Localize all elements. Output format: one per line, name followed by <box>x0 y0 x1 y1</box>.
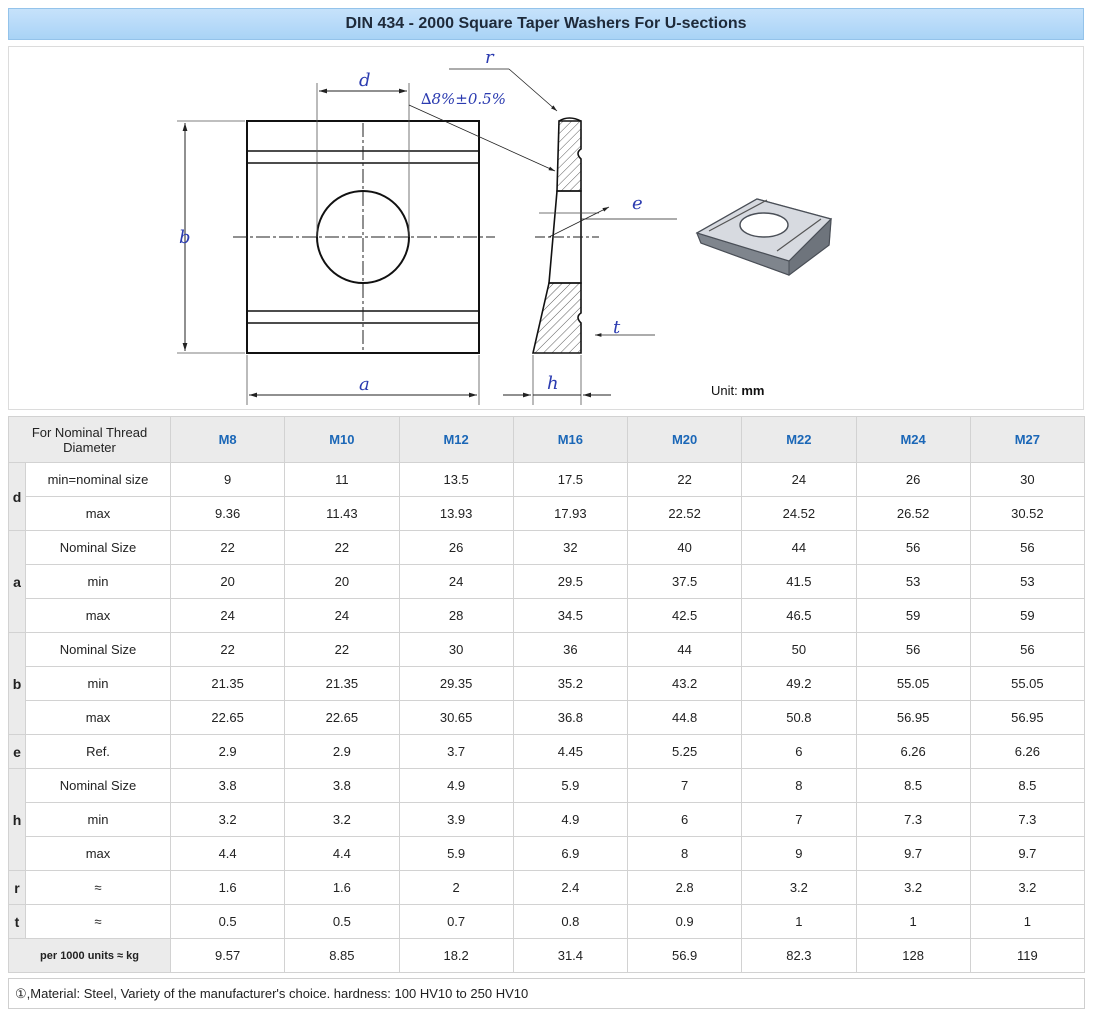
table-cell: 28 <box>399 599 513 633</box>
table-cell: 11.43 <box>285 497 399 531</box>
table-cell: 6.26 <box>970 735 1084 769</box>
table-row <box>9 497 1085 531</box>
table-cell: 29.5 <box>513 565 627 599</box>
weight-label: per 1000 units ≈ kg <box>9 939 171 973</box>
table-cell: 44 <box>628 633 742 667</box>
table-row <box>9 871 1085 905</box>
table-cell: 7.3 <box>856 803 970 837</box>
row-label: Nominal Size <box>26 769 171 803</box>
table-cell: 3.2 <box>171 803 285 837</box>
table-cell: 4.45 <box>513 735 627 769</box>
table-cell: 29.35 <box>399 667 513 701</box>
table-cell: 24 <box>399 565 513 599</box>
row-label: Nominal Size <box>26 531 171 565</box>
table-cell: 4.4 <box>171 837 285 871</box>
table-cell: 18.2 <box>399 939 513 973</box>
table-row <box>9 701 1085 735</box>
table-cell: 8.85 <box>285 939 399 973</box>
table-cell: 0.7 <box>399 905 513 939</box>
table-cell: 8 <box>628 837 742 871</box>
table-row <box>9 531 1085 565</box>
label-a: a <box>359 374 370 395</box>
table-cell: 1 <box>742 905 856 939</box>
table-cell: 13.93 <box>399 497 513 531</box>
row-label: max <box>26 599 171 633</box>
table-row <box>9 837 1085 871</box>
table-cell: 6 <box>742 735 856 769</box>
table-cell: 46.5 <box>742 599 856 633</box>
table-cell: 42.5 <box>628 599 742 633</box>
row-label: min <box>26 667 171 701</box>
unit-value: mm <box>741 383 765 398</box>
row-label: max <box>26 701 171 735</box>
table-cell: 3.8 <box>285 769 399 803</box>
table-cell: 55.05 <box>856 667 970 701</box>
table-cell: 7.3 <box>970 803 1084 837</box>
table-cell: 0.9 <box>628 905 742 939</box>
table-cell: 3.2 <box>856 871 970 905</box>
table-cell: 30.52 <box>970 497 1084 531</box>
table-cell: 21.35 <box>285 667 399 701</box>
table-cell: 32 <box>513 531 627 565</box>
table-cell: 26.52 <box>856 497 970 531</box>
table-cell: 24.52 <box>742 497 856 531</box>
material-note: ①,Material: Steel, Variety of the manufacturer's choice. hardness: 100 HV10 to 250 HV10 <box>8 978 1085 1009</box>
table-row <box>9 735 1085 769</box>
table-cell: 3.2 <box>285 803 399 837</box>
table-cell: 56 <box>856 531 970 565</box>
table-cell: 24 <box>285 599 399 633</box>
header-row <box>9 417 1085 463</box>
table-cell: 9 <box>171 463 285 497</box>
dimension-label-e: e <box>9 735 26 769</box>
table-cell: 9.7 <box>856 837 970 871</box>
label-r: r <box>485 47 494 68</box>
table-cell: 59 <box>970 599 1084 633</box>
dimension-label-r: r <box>9 871 26 905</box>
table-cell: 34.5 <box>513 599 627 633</box>
table-cell: 22.65 <box>171 701 285 735</box>
washer-3d-illustration <box>697 199 831 275</box>
table-cell: 22 <box>171 633 285 667</box>
table-cell: 8.5 <box>856 769 970 803</box>
table-cell: 24 <box>742 463 856 497</box>
table-cell: 7 <box>628 769 742 803</box>
table-cell: 22 <box>285 531 399 565</box>
table-cell: 3.2 <box>970 871 1084 905</box>
table-cell: 56.9 <box>628 939 742 973</box>
table-cell: 55.05 <box>970 667 1084 701</box>
label-b: b <box>179 227 191 248</box>
table-cell: 56 <box>970 531 1084 565</box>
table-cell: 3.9 <box>399 803 513 837</box>
table-cell: 17.5 <box>513 463 627 497</box>
table-cell: 3.2 <box>742 871 856 905</box>
table-row <box>9 463 1085 497</box>
table-cell: 53 <box>970 565 1084 599</box>
table-cell: 36.8 <box>513 701 627 735</box>
table-cell: 4.4 <box>285 837 399 871</box>
table-cell: 56.95 <box>856 701 970 735</box>
table-cell: 2.9 <box>171 735 285 769</box>
table-cell: 35.2 <box>513 667 627 701</box>
table-cell: 40 <box>628 531 742 565</box>
table-cell: 5.25 <box>628 735 742 769</box>
weight-row <box>9 939 1085 973</box>
table-cell: 2.8 <box>628 871 742 905</box>
table-cell: 82.3 <box>742 939 856 973</box>
table-cell: 56 <box>970 633 1084 667</box>
table-cell: 0.5 <box>171 905 285 939</box>
table-row <box>9 803 1085 837</box>
table-cell: 11 <box>285 463 399 497</box>
table-cell: 59 <box>856 599 970 633</box>
table-cell: 8.5 <box>970 769 1084 803</box>
table-cell: 9.36 <box>171 497 285 531</box>
table-cell: 49.2 <box>742 667 856 701</box>
table-cell: 2 <box>399 871 513 905</box>
page-title: DIN 434 - 2000 Square Taper Washers For U-sections <box>8 8 1084 40</box>
row-label: Ref. <box>26 735 171 769</box>
technical-drawing <box>8 46 1084 410</box>
dimension-label-d: d <box>9 463 26 531</box>
washer-drawing-svg <box>9 47 1085 411</box>
table-cell: 0.5 <box>285 905 399 939</box>
row-label: Nominal Size <box>26 633 171 667</box>
dimension-label-a: a <box>9 531 26 633</box>
table-cell: 0.8 <box>513 905 627 939</box>
size-header-m27: M27 <box>970 417 1084 463</box>
table-cell: 44 <box>742 531 856 565</box>
table-cell: 1.6 <box>171 871 285 905</box>
table-cell: 3.7 <box>399 735 513 769</box>
table-cell: 13.5 <box>399 463 513 497</box>
table-cell: 128 <box>856 939 970 973</box>
table-cell: 8 <box>742 769 856 803</box>
size-header-m22: M22 <box>742 417 856 463</box>
table-cell: 26 <box>856 463 970 497</box>
table-cell: 22.52 <box>628 497 742 531</box>
unit-label <box>711 383 764 398</box>
size-header-m24: M24 <box>856 417 970 463</box>
table-cell: 5.9 <box>399 837 513 871</box>
table-cell: 5.9 <box>513 769 627 803</box>
dimension-label-h: h <box>9 769 26 871</box>
table-cell: 30 <box>399 633 513 667</box>
label-e: e <box>632 193 643 214</box>
dimension-label-b: b <box>9 633 26 735</box>
table-cell: 9 <box>742 837 856 871</box>
size-header-m12: M12 <box>399 417 513 463</box>
table-cell: 17.93 <box>513 497 627 531</box>
table-cell: 53 <box>856 565 970 599</box>
size-header-m20: M20 <box>628 417 742 463</box>
table-cell: 4.9 <box>399 769 513 803</box>
table-cell: 31.4 <box>513 939 627 973</box>
row-label: min <box>26 803 171 837</box>
table-cell: 2.9 <box>285 735 399 769</box>
table-row <box>9 599 1085 633</box>
label-taper: ∆8%±0.5% <box>421 90 506 108</box>
table-cell: 50.8 <box>742 701 856 735</box>
table-cell: 22 <box>171 531 285 565</box>
table-cell: 56 <box>856 633 970 667</box>
table-cell: 20 <box>171 565 285 599</box>
spec-table <box>8 416 1085 973</box>
table-cell: 20 <box>285 565 399 599</box>
table-cell: 22 <box>628 463 742 497</box>
row-label: max <box>26 497 171 531</box>
table-cell: 36 <box>513 633 627 667</box>
table-cell: 2.4 <box>513 871 627 905</box>
table-cell: 41.5 <box>742 565 856 599</box>
table-cell: 1 <box>856 905 970 939</box>
table-cell: 7 <box>742 803 856 837</box>
table-cell: 6.26 <box>856 735 970 769</box>
table-cell: 6.9 <box>513 837 627 871</box>
table-cell: 21.35 <box>171 667 285 701</box>
label-h: h <box>547 373 559 394</box>
table-cell: 30 <box>970 463 1084 497</box>
label-t: t <box>613 317 621 338</box>
unit-prefix: Unit: <box>711 383 738 398</box>
table-row <box>9 633 1085 667</box>
table-cell: 24 <box>171 599 285 633</box>
table-cell: 50 <box>742 633 856 667</box>
size-header-m10: M10 <box>285 417 399 463</box>
table-cell: 3.8 <box>171 769 285 803</box>
table-cell: 9.7 <box>970 837 1084 871</box>
dimension-label-t: t <box>9 905 26 939</box>
table-cell: 6 <box>628 803 742 837</box>
label-d: d <box>359 70 371 91</box>
row-label: ≈ <box>26 871 171 905</box>
row-label: ≈ <box>26 905 171 939</box>
table-cell: 4.9 <box>513 803 627 837</box>
row-label: min <box>26 565 171 599</box>
table-row <box>9 565 1085 599</box>
size-header-m16: M16 <box>513 417 627 463</box>
table-cell: 1.6 <box>285 871 399 905</box>
table-row <box>9 769 1085 803</box>
row-label: min=nominal size <box>26 463 171 497</box>
header-label: For Nominal Thread Diameter <box>9 417 171 463</box>
table-row <box>9 905 1085 939</box>
table-cell: 1 <box>970 905 1084 939</box>
table-cell: 43.2 <box>628 667 742 701</box>
table-cell: 22.65 <box>285 701 399 735</box>
table-row <box>9 667 1085 701</box>
table-cell: 56.95 <box>970 701 1084 735</box>
table-cell: 30.65 <box>399 701 513 735</box>
table-cell: 9.57 <box>171 939 285 973</box>
front-view <box>177 83 495 405</box>
table-cell: 119 <box>970 939 1084 973</box>
table-cell: 22 <box>285 633 399 667</box>
table-cell: 26 <box>399 531 513 565</box>
table-cell: 37.5 <box>628 565 742 599</box>
table-cell: 44.8 <box>628 701 742 735</box>
row-label: max <box>26 837 171 871</box>
size-header-m8: M8 <box>171 417 285 463</box>
